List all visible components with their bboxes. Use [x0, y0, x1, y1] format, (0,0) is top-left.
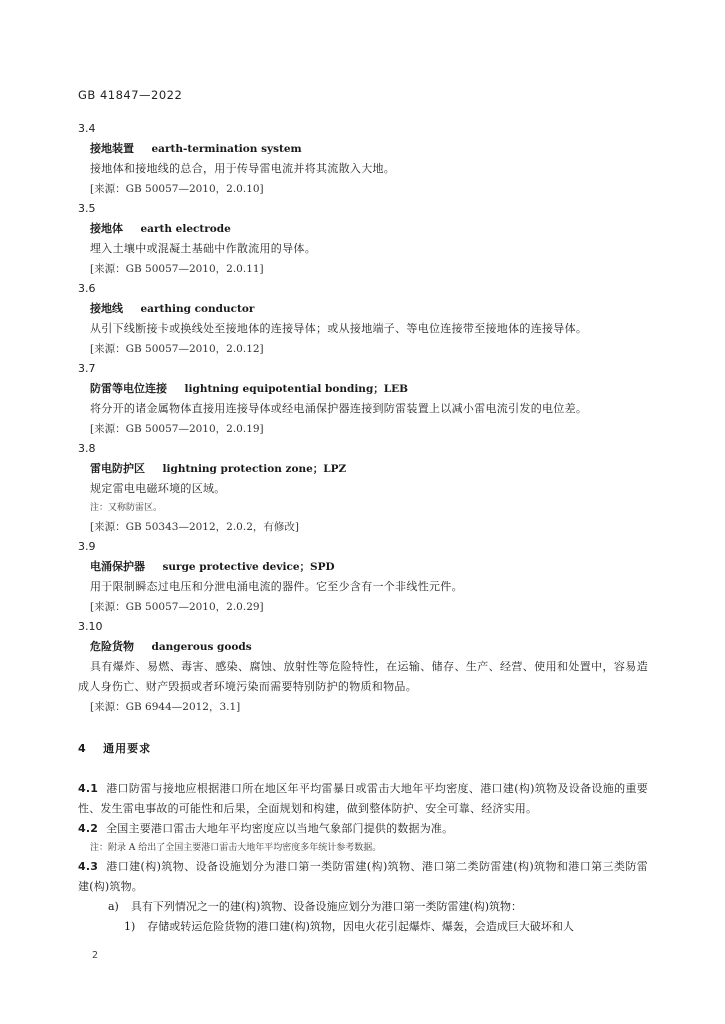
- term-definition: 从引下线断接卡或换线处至接地体的连接导体；或从接地端子、等电位连接带至接地体的连接导体。: [90, 322, 588, 335]
- term-name-zh: 防雷等电位连接: [90, 382, 167, 395]
- term-name-zh: 接地装置: [90, 142, 134, 155]
- page-number: 2: [92, 950, 99, 961]
- clause-4-2: [78, 819, 648, 839]
- term-name-en: lightning equipotential bonding；LEB: [184, 383, 409, 395]
- term-source: [来源：GB 50057—2010，2.0.29]: [90, 601, 264, 613]
- term-name-zh: 危险货物: [90, 640, 134, 653]
- term-3-8: [78, 439, 648, 537]
- term-source: [来源：GB 50057—2010，2.0.11]: [90, 263, 264, 275]
- term-source: [来源：GB 50343—2012，2.0.2，有修改]: [90, 521, 299, 533]
- chapter-title: 通用要求: [103, 742, 152, 755]
- term-3-5: [78, 199, 648, 279]
- clause-number: 4.1: [78, 782, 99, 795]
- term-definition: 具有爆炸、易燃、毒害、感染、腐蚀、放射性等危险特性，在运输、储存、生产、经营、使用和处置中，容易造成人身伤亡、财产毁损或者环境污染而需要特别防护的物质和物品。: [78, 660, 648, 693]
- term-name-en: dangerous goods: [151, 641, 252, 653]
- term-heading: [78, 557, 648, 577]
- list-item-label: a): [108, 900, 119, 913]
- term-name-en: earth electrode: [140, 223, 231, 235]
- term-name-zh: 电涌保护器: [90, 560, 145, 573]
- term-source: [来源：GB 50057—2010，2.0.10]: [90, 183, 264, 195]
- term-source: [来源：GB 6944—2012，3.1]: [90, 701, 241, 713]
- clause-number: 4.2: [78, 822, 99, 835]
- term-heading: [78, 139, 648, 159]
- term-name-en: lightning protection zone；LPZ: [162, 463, 347, 475]
- page-content: [78, 119, 648, 937]
- term-name-en: surge protective device；SPD: [162, 561, 335, 573]
- term-3-4: [78, 119, 648, 199]
- clause-note: 注：附录 A 给出了全国主要港口雷击大地年平均密度多年统计参考数据。: [90, 843, 382, 853]
- chapter-number: 4: [78, 742, 86, 755]
- term-3-6: [78, 279, 648, 359]
- list-item-text: 具有下列情况之一的建(构)筑物、设备设施应划分为港口第一类防雷建(构)筑物：: [130, 900, 523, 913]
- term-heading: [78, 379, 648, 399]
- clause-4-3: [78, 857, 648, 897]
- term-number: 3.4: [78, 122, 96, 135]
- term-definition: 将分开的诸金属物体直接用连接导体或经电涌保护器连接到防雷装置上以减小雷电流引发的电位差。: [90, 402, 588, 415]
- term-heading: [78, 459, 648, 479]
- term-definition: 规定雷电电磁环境的区域。: [90, 482, 226, 495]
- term-source: [来源：GB 50057—2010，2.0.19]: [90, 423, 264, 435]
- term-definition: 埋入土壤中或混凝土基础中作散流用的导体。: [90, 242, 316, 255]
- list-item-text: 存储或转运危险货物的港口建(构)筑物，因电火花引起爆炸、爆轰，会造成巨大破坏和人: [147, 920, 574, 933]
- term-name-zh: 接地体: [90, 222, 123, 235]
- list-item-a: [78, 897, 648, 917]
- term-heading: [78, 299, 648, 319]
- clause-4-1: [78, 779, 648, 819]
- term-name-zh: 接地线: [90, 302, 123, 315]
- standard-code: GB 41847—2022: [78, 88, 183, 102]
- chapter-heading: [78, 739, 648, 759]
- term-number: 3.8: [78, 442, 96, 455]
- term-definition: 接地体和接地线的总合，用于传导雷电流并将其流散入大地。: [90, 162, 396, 175]
- clause-text: 港口防雷与接地应根据港口所在地区年平均雷暴日或雷击大地年平均密度、港口建(构)筑物及设备设施的重要性、发生雷电事故的可能性和后果，全面规划和构建，做到整体防护、安全可靠、经济实用。: [78, 782, 648, 815]
- term-number: 3.7: [78, 362, 96, 375]
- list-item-label: 1): [124, 920, 136, 933]
- clause-text: 全国主要港口雷击大地年平均密度应以当地气象部门提供的数据为准。: [106, 822, 454, 835]
- term-number: 3.6: [78, 282, 96, 295]
- term-name-zh: 雷电防护区: [90, 462, 145, 475]
- clause-number: 4.3: [78, 860, 99, 873]
- term-number: 3.5: [78, 202, 96, 215]
- term-number: 3.10: [78, 620, 103, 633]
- term-definition: 用于限制瞬态过电压和分泄电涌电流的器件。它至少含有一个非线性元件。: [90, 580, 463, 593]
- term-note: 注：又称防雷区。: [90, 503, 163, 513]
- term-name-en: earth-termination system: [151, 143, 302, 155]
- term-number: 3.9: [78, 540, 96, 553]
- term-heading: [78, 219, 648, 239]
- term-name-en: earthing conductor: [140, 303, 255, 315]
- term-3-10: [78, 617, 648, 717]
- term-3-7: [78, 359, 648, 439]
- term-heading: [78, 637, 648, 657]
- clause-text: 港口建(构)筑物、设备设施划分为港口第一类防雷建(构)筑物、港口第二类防雷建(构)筑物和港口第三类防雷建(构)筑物。: [78, 860, 648, 893]
- term-source: [来源：GB 50057—2010，2.0.12]: [90, 343, 264, 355]
- term-3-9: [78, 537, 648, 617]
- list-item-1: [78, 917, 648, 937]
